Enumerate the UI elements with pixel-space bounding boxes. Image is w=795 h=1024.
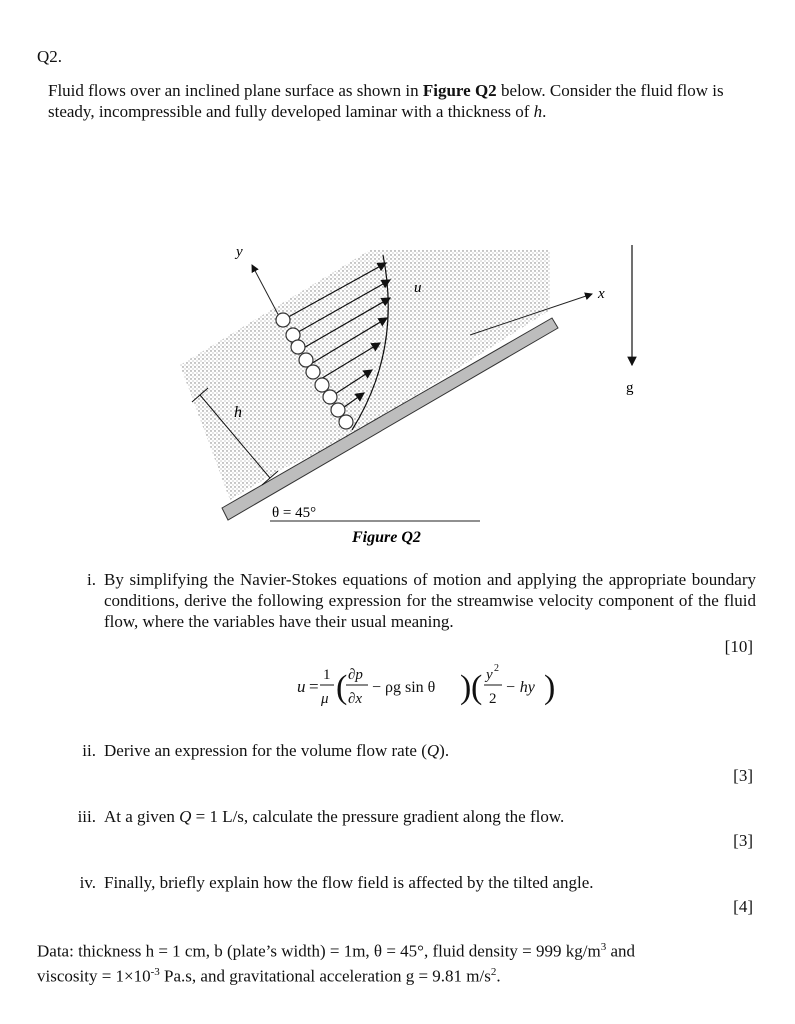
part-i-number: i. [87,570,96,589]
eq-paren-open: ( [336,669,348,706]
part-i-marks: [10] [724,637,753,656]
data-line-1 [37,937,756,962]
eq-y-squared: 2 [494,663,499,674]
part-iii-number: iii. [77,807,96,826]
part-i-text: By simplifying the Navier-Stokes equations of motion and applying the appropriate boundary conditions, derive the following expression for the streamwise velocity component of the fluid flow, where the variables have their usual meaning. [104,570,756,631]
y-axis-label: y [236,244,243,260]
part-iv-text: Finally, briefly explain how the flow field is affected by the tilted angle. [104,873,594,892]
eq-dp: ∂p [348,667,363,683]
data-line-2-sup: -3 [150,965,160,978]
angle-label: θ = 45° [272,505,317,521]
eq-minus-hy: − hy [505,679,535,696]
part-iii-text-suffix: = 1 L/s, calculate the pressure gradient along the flow. [191,807,565,826]
data-paragraph [37,937,756,986]
intro-text-end: . [542,102,547,121]
data-line-2-sup2: 2 [490,965,497,978]
eq-middle: − ρg sin θ [372,679,436,696]
gravity-label: g [626,380,634,396]
eq-two: 2 [489,691,497,707]
question-intro [48,80,756,122]
data-line-1-end: and [606,941,635,961]
part-iii-text [104,806,564,827]
velocity-label: u [414,280,422,296]
eq-dx: ∂x [348,691,363,707]
eq-mu: μ [321,691,329,707]
x-axis-label: x [598,286,605,302]
part-iv-marks: [4] [733,897,753,916]
part-iv-number: iv. [79,873,96,892]
part-iii-marks: [3] [733,831,753,850]
figure-q2 [170,230,670,550]
eq-lhs: u [297,677,306,696]
intro-var-h: h [533,102,543,121]
data-line-2-a: viscosity = 1×10 [37,966,151,986]
y-axis-arrow [252,265,280,318]
data-line-2-end: . [496,966,501,986]
eq-y: y [486,667,493,683]
velocity-equation [0,655,795,715]
part-ii-text-suffix: ). [439,741,450,760]
data-line-1-text: Data: thickness h = 1 cm, b (plate’s width) = 1m, θ = 45°, fluid density = 999 kg/m [37,941,601,961]
part-ii-var: Q [426,741,440,760]
data-line-2 [37,962,756,987]
eq-one: 1 [323,667,331,683]
eq-paren2-open: ( [471,669,483,706]
eq-paren-close: ) [460,669,472,706]
part-ii-marks: [3] [733,766,753,785]
part-ii-text-prefix: Derive an expression for the volume flow rate ( [104,741,427,760]
figure-caption: Figure Q2 [352,529,421,546]
question-number: Q2. [37,47,63,66]
thickness-label: h [234,404,242,421]
data-line-2-b: Pa.s, and gravitational acceleration g = 9.81 m/s [159,966,491,986]
part-iii-var: Q [179,807,192,826]
intro-figure-ref: Figure Q2 [422,81,497,100]
intro-text-mid: below. Consider the fluid flow is steady, incompressible and fully developed laminar with a thickness of [48,81,724,121]
part-ii-text [104,740,449,761]
part-ii-number: ii. [82,741,96,760]
data-line-1-sup: 3 [600,941,607,953]
eq-equals: = [309,677,319,696]
intro-text: Fluid flows over an inclined plane surface as shown in [48,81,423,100]
eq-paren2-close: ) [544,669,556,706]
part-iii-text-prefix: At a given [104,807,180,826]
